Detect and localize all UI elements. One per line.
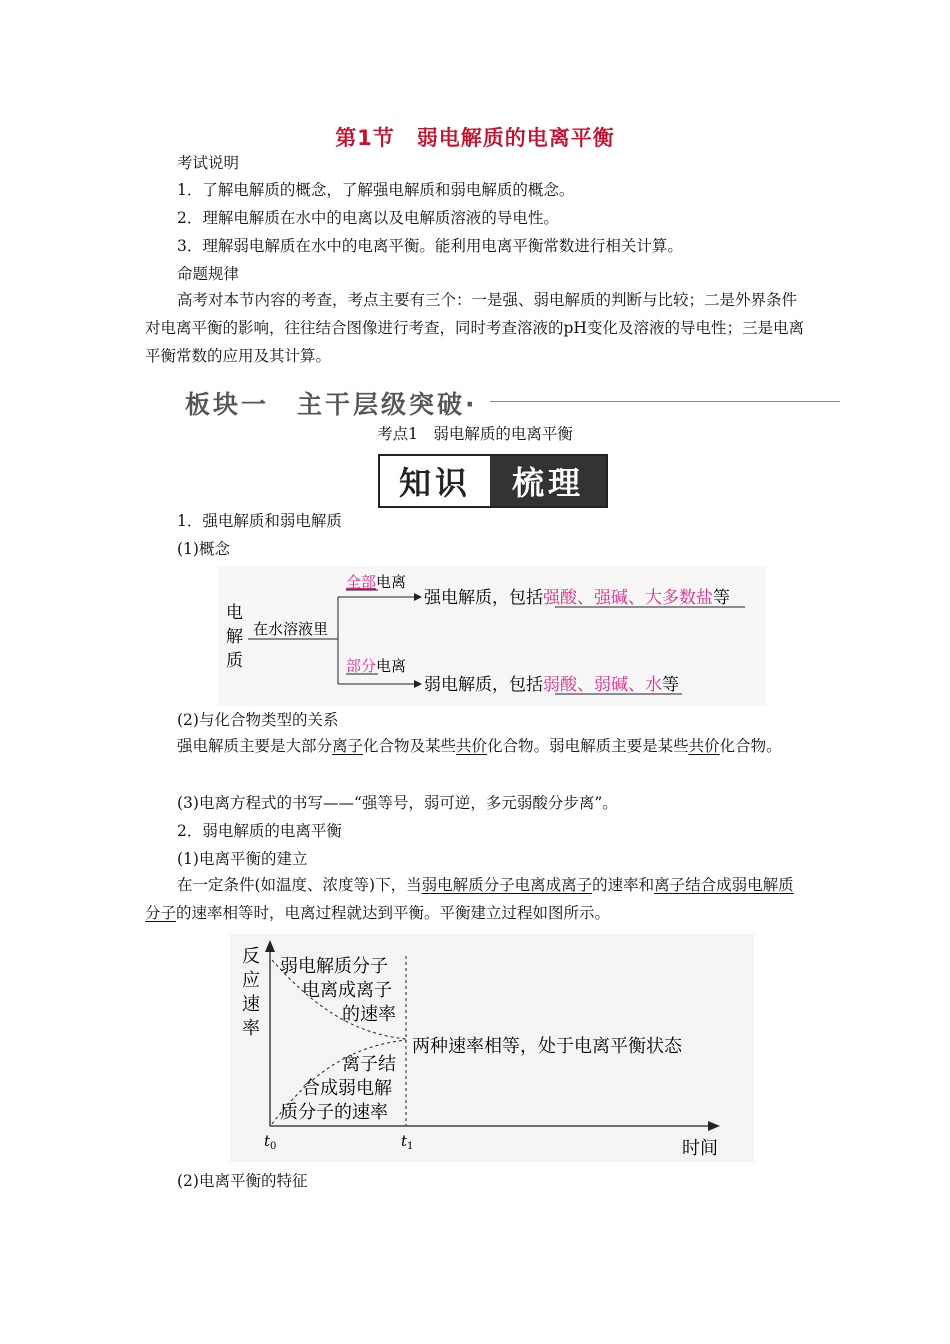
diagram-condition: 在水溶液里 xyxy=(253,620,329,638)
knowledge-banner-right: 梳理 xyxy=(490,456,606,506)
t1-label xyxy=(401,1132,413,1152)
x-axis-label: 时间 xyxy=(682,1138,718,1159)
ionization-rate-label-1: 弱电解质分子 xyxy=(280,956,388,977)
diagram-root-1: 电 xyxy=(226,603,243,623)
strong-prefix: 强电解质，包括 xyxy=(424,588,543,608)
diagram-root-3: 质 xyxy=(226,651,243,671)
part-ionization-label xyxy=(346,657,406,675)
ionization-rate-label-3: 的速率 xyxy=(342,1004,396,1025)
t0-subscript: 0 xyxy=(270,1141,277,1152)
weak-end: 等 xyxy=(662,675,679,695)
combination-rate-label-3: 质分子的速率 xyxy=(280,1102,388,1123)
equilibrium-establish-heading: (1)电离平衡的建立 xyxy=(177,850,308,868)
text-run: 化合物。 xyxy=(719,737,782,755)
equilibrium-features-heading: (2)电离平衡的特征 xyxy=(177,1172,308,1190)
exam-heading: 考试说明 xyxy=(177,154,240,172)
text-run: 化合物及某些 xyxy=(363,737,457,755)
upper-arrow-head xyxy=(414,593,422,601)
y-label-1: 反 xyxy=(242,946,260,967)
combination-rate-label-1: 离子结 xyxy=(342,1054,396,1075)
strong-items: 强酸、强碱、大多数盐 xyxy=(543,588,713,608)
equilibrium-graph xyxy=(230,934,754,1162)
t0-base: t xyxy=(264,1132,271,1150)
block-divider xyxy=(490,401,840,402)
page-title: 第1节 弱电解质的电离平衡 xyxy=(335,126,615,150)
part-suffix: 电离 xyxy=(376,657,407,675)
knowledge-banner xyxy=(378,454,608,508)
full-label: 全部 xyxy=(346,573,377,591)
y-label-3: 速 xyxy=(242,994,260,1015)
weak-items: 弱酸、弱碱、水 xyxy=(543,675,662,695)
ionization-rate-label-2: 电离成离子 xyxy=(302,980,392,1001)
text-run: 在一定条件(如温度、浓度等)下，当 xyxy=(177,876,422,894)
t1-subscript: 1 xyxy=(407,1141,414,1152)
y-label-2: 应 xyxy=(242,970,260,991)
equilibrium-graph-svg xyxy=(230,934,754,1162)
text-run: 的速率相等时，电离过程就达到平衡。平衡建立过程如图所示。 xyxy=(176,904,611,922)
ionization-equation-rule: (3)电离方程式的书写——“强等号，弱可逆，多元弱酸分步离”。 xyxy=(177,794,618,812)
section-2-heading: 2．弱电解质的电离平衡 xyxy=(177,822,342,840)
blank-answer: 离子 xyxy=(332,737,364,755)
blank-answer: 离子结合成弱电解质分子 xyxy=(145,876,794,922)
text-run: 强电解质主要是大部分 xyxy=(177,737,333,755)
rules-paragraph: 高考对本节内容的考查，考点主要有三个：一是强、弱电解质的判断与比较；二是外界条件对电离平衡的影响，往往结合图像进行考查，同时考查溶液的pH变化及溶液的导电性；三是电离平衡常数的应用及其计算。 xyxy=(145,291,804,365)
block-heading: 板块一 主干层级突破· xyxy=(185,390,478,419)
text-run: 的速率和 xyxy=(592,876,655,894)
text-run: 化合物。弱电解质主要是某些 xyxy=(487,737,689,755)
weak-prefix: 弱电解质，包括 xyxy=(424,675,543,695)
lower-arrow-head xyxy=(414,680,422,688)
compound-type-heading: (2)与化合物类型的关系 xyxy=(177,711,339,729)
concept-heading: (1)概念 xyxy=(177,540,230,558)
combination-rate-label-2: 合成弱电解 xyxy=(302,1078,392,1099)
weak-electrolyte-line xyxy=(424,675,679,695)
equilibrium-label: 两种速率相等，处于电离平衡状态 xyxy=(412,1036,682,1057)
concept-diagram-svg xyxy=(218,566,766,706)
t0-label xyxy=(264,1132,276,1152)
strong-electrolyte-line xyxy=(424,588,730,608)
blank-answer: 共价 xyxy=(688,737,720,755)
concept-diagram xyxy=(218,566,766,706)
y-axis-arrow xyxy=(265,940,275,952)
diagram-root-2: 解 xyxy=(226,627,243,647)
x-axis-arrow xyxy=(708,1121,720,1131)
full-suffix: 电离 xyxy=(376,573,407,591)
part-label: 部分 xyxy=(346,657,377,675)
exam-item-2: 2．理解电解质在水中的电离以及电解质溶液的导电性。 xyxy=(177,209,559,227)
strong-end: 等 xyxy=(713,588,730,608)
section-1-heading: 1．强电解质和弱电解质 xyxy=(177,512,342,530)
blank-answer: 弱电解质分子电离成离子 xyxy=(421,876,593,894)
knowledge-banner-left: 知识 xyxy=(380,456,490,506)
compound-type-paragraph xyxy=(145,732,809,760)
rules-heading: 命题规律 xyxy=(177,265,240,283)
topic-title: 考点1 弱电解质的电离平衡 xyxy=(377,425,573,443)
blank-answer: 共价 xyxy=(456,737,488,755)
exam-item-1: 1．了解电解质的概念，了解强电解质和弱电解质的概念。 xyxy=(177,181,575,199)
y-label-4: 率 xyxy=(242,1018,260,1039)
equilibrium-paragraph xyxy=(145,871,809,927)
full-ionization-label xyxy=(346,573,406,591)
t1-base: t xyxy=(401,1132,408,1150)
exam-item-3: 3．理解弱电解质在水中的电离平衡。能利用电离平衡常数进行相关计算。 xyxy=(177,237,683,255)
